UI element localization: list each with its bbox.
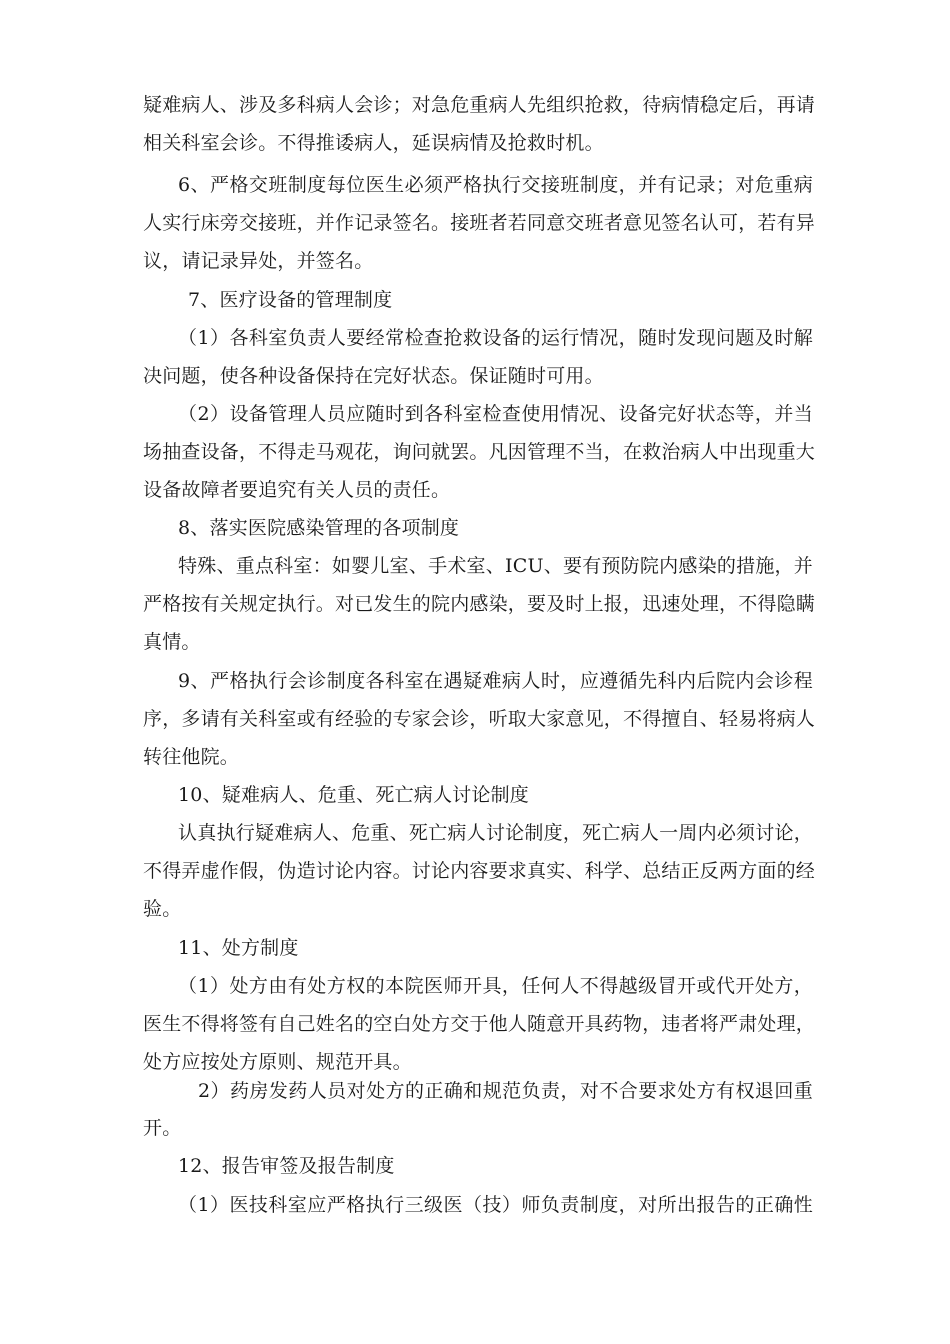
text-line: 设备故障者要追究有关人员的责任。	[143, 479, 451, 501]
section-8-heading: 8、落实医院感染管理的各项制度	[178, 517, 460, 539]
section-12-heading: 12、报告审签及报告制度	[178, 1155, 395, 1177]
text-line: 不得弄虚作假，伪造讨论内容。讨论内容要求真实、科学、总结正反两方面的经	[143, 860, 816, 882]
text-line: 验。	[143, 898, 182, 920]
section-10-heading: 10、疑难病人、危重、死亡病人讨论制度	[178, 784, 529, 806]
text-line: （1）处方由有处方权的本院医师开具，任何人不得越级冒开或代开处方，	[178, 975, 813, 997]
text-line: （2）设备管理人员应随时到各科室检查使用情况、设备完好状态等，并当	[178, 403, 813, 425]
text-line: 人实行床旁交接班，并作记录签名。接班者若同意交班者意见签名认可，若有异	[143, 212, 816, 234]
text-line: 特殊、重点科室：如婴儿室、手术室、ICU、要有预防院内感染的措施，并	[178, 555, 813, 577]
section-9-paragraph: 9、严格执行会诊制度各科室在遇疑难病人时，应遵循先科内后院内会诊程	[178, 670, 813, 692]
text-line: 转往他院。	[143, 746, 240, 768]
text-line: 开。	[143, 1117, 182, 1139]
text-line: 医生不得将签有自己姓名的空白处方交于他人随意开具药物，违者将严肃处理，	[143, 1013, 816, 1035]
text-line: （1）各科室负责人要经常检查抢救设备的运行情况，随时发现问题及时解	[178, 327, 813, 349]
text-line: 处方应按处方原则、规范开具。	[143, 1051, 412, 1073]
text-line: 相关科室会诊。不得推诿病人，延误病情及抢救时机。	[143, 132, 604, 154]
text-line: 认真执行疑难病人、危重、死亡病人讨论制度，死亡病人一周内必须讨论，	[178, 822, 813, 844]
text-line: 议，请记录异处，并签名。	[143, 250, 374, 272]
section-7-heading: 7、医疗设备的管理制度	[188, 289, 393, 311]
text-line: 场抽查设备，不得走马观花，询问就罢。凡因管理不当，在救治病人中出现重大	[143, 441, 816, 463]
text-line: 2）药房发药人员对处方的正确和规范负责，对不合要求处方有权退回重	[198, 1080, 813, 1102]
text-line: （1）医技科室应严格执行三级医（技）师负责制度，对所出报告的正确性	[178, 1194, 813, 1216]
text-line: 真情。	[143, 631, 201, 653]
section-6-paragraph: 6、严格交班制度每位医生必须严格执行交接班制度，并有记录；对危重病	[178, 174, 813, 196]
text-line: 决问题，使各种设备保持在完好状态。保证随时可用。	[143, 365, 604, 387]
text-line: 严格按有关规定执行。对已发生的院内感染，要及时上报，迅速处理，不得隐瞒	[143, 593, 816, 615]
section-11-heading: 11、处方制度	[178, 937, 299, 959]
text-line: 序，多请有关科室或有经验的专家会诊，听取大家意见，不得擅自、轻易将病人	[143, 708, 816, 730]
text-line: 疑难病人、涉及多科病人会诊；对急危重病人先组织抢救，待病情稳定后，再请	[143, 94, 816, 116]
